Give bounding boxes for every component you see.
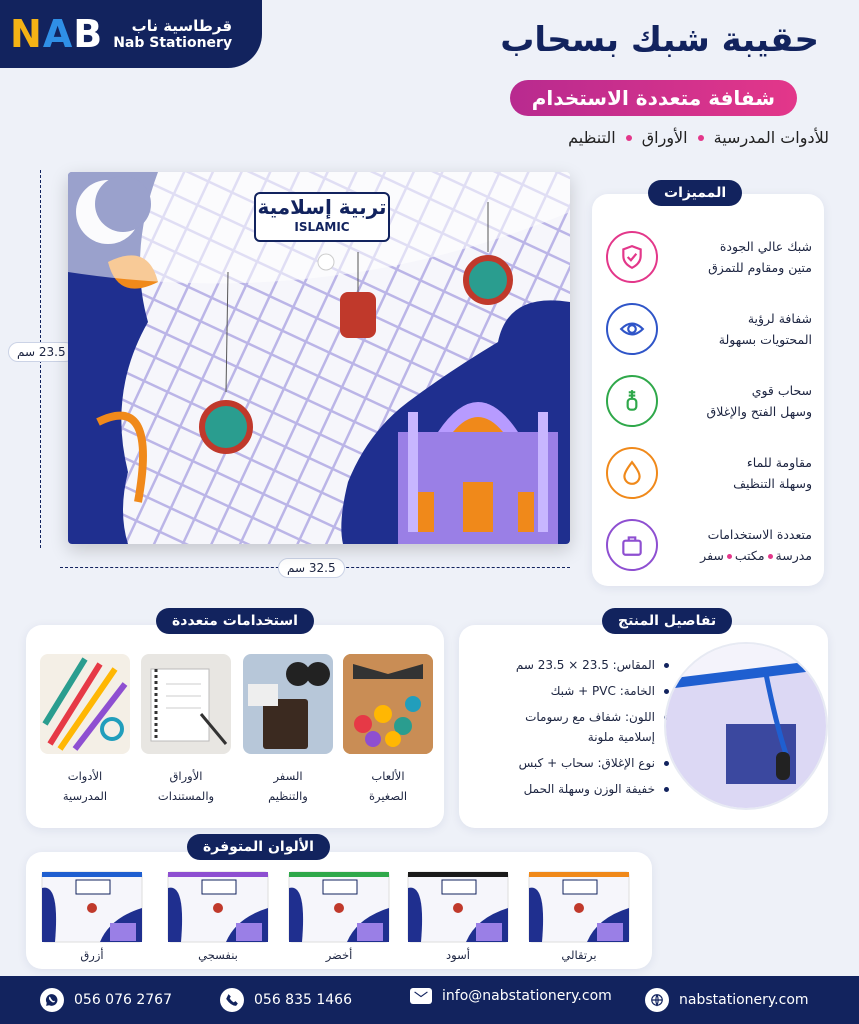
use-line: الأدوات [67,769,103,783]
separator-dot [698,135,704,141]
feature-line: مقاومة للماء [746,455,812,470]
use-line: والمستندات [157,789,215,803]
logo-letter-n: N [10,12,43,56]
feature-line: المحتويات بسهولة [718,332,812,347]
travel-image [243,654,333,754]
water-drop-icon [606,447,658,499]
feature-line: وسهل الفتح والإغلاق [706,404,812,419]
footer-website[interactable] [645,988,809,1012]
tag-item: الأوراق [641,128,688,147]
product-label [254,192,390,242]
footer-phone1[interactable] [40,988,172,1012]
feature-sub-list [662,545,812,566]
feature-sub-item: مكتب [734,548,765,563]
separator-dot [626,135,632,141]
tag-item: للأدوات المدرسية [713,128,829,147]
feature-item [592,366,824,436]
details-list [499,655,669,805]
feature-item [592,438,824,508]
detail-item: المقاس: 23.5 × 23.5 سم [499,655,669,675]
product-label-en: ISLAMIC [294,220,350,234]
logo-letter-b: B [73,12,104,56]
color-label: أخضر [325,948,353,962]
use-line: الألعاب [371,769,405,783]
mini-bag-icon [527,868,631,944]
detail-item: الخامة: PVC + شبك [499,681,669,701]
use-line: المدرسية [62,789,108,803]
product-label-ar: تربية إسلامية [257,195,387,219]
mini-bag-icon [166,868,270,944]
school-supplies-image [40,654,130,754]
color-swatch[interactable] [527,868,631,944]
bag-icon [606,519,658,571]
toys-image [343,654,433,754]
feature-item [592,294,824,364]
width-dimension-label: 32.5 سم [278,558,345,578]
use-label [40,766,130,806]
separator-dot [768,554,773,559]
footer-email[interactable] [410,988,612,1004]
feature-line: شبك عالي الجودة [719,239,812,254]
feature-sub-item: مدرسة [775,548,812,563]
globe-icon [645,988,669,1012]
detail-item: خفيفة الوزن وسهلة الحمل [499,779,669,799]
logo-letter-a: A [42,12,74,56]
uses-title: استخدامات متعددة [156,608,314,634]
color-label: أزرق [80,948,104,962]
feature-line: سحاب قوي [751,383,812,398]
phone-number[interactable]: 056 076 2767 [74,992,172,1008]
product-image [68,172,570,544]
tag-item: التنظيم [568,128,616,147]
color-label: أسود [446,948,470,962]
colors-title: الألوان المتوفرة [187,834,330,860]
use-label [243,766,333,806]
use-label [343,766,433,806]
mini-bag-icon [287,868,391,944]
use-label [141,766,231,806]
email-link[interactable]: info@nabstationery.com [442,988,612,1004]
feature-line: وسهلة التنظيف [733,476,812,491]
use-line: الأوراق [169,769,203,783]
height-dimension-label: 23.5 سم [8,342,75,362]
zipper-closeup-image [664,642,828,810]
feature-item [592,510,824,580]
detail-item: نوع الإغلاق: سحاب + كبس [499,753,669,773]
shield-check-icon [606,231,658,283]
separator-dot [727,554,732,559]
detail-item: اللون: شفاف مع رسومات إسلامية ملونة [499,707,669,747]
use-line: الصغيرة [368,789,408,803]
website-link[interactable]: nabstationery.com [679,992,809,1008]
feature-sub-item: سفر [700,548,724,563]
brand-name-en: Nab Stationery [113,35,233,51]
eye-icon [606,303,658,355]
documents-image [141,654,231,754]
color-swatch[interactable] [40,868,144,944]
page-title: حقيبة شبك بسحاب [500,20,819,60]
whatsapp-icon [40,988,64,1012]
logo-letters [10,12,103,56]
brand-name-ar: قرطاسية ناب [131,17,233,35]
features-title: المميزات [648,180,742,206]
footer-phone2[interactable] [220,988,352,1012]
zipper-icon [606,375,658,427]
use-line: السفر [273,769,303,783]
details-title: تفاصيل المنتج [602,608,732,634]
phone-icon [220,988,244,1012]
tag-line [568,128,829,147]
color-swatch[interactable] [166,868,270,944]
feature-line: متعددة الاستخدامات [707,527,812,542]
mini-bag-icon [40,868,144,944]
subtitle-badge: شفافة متعددة الاستخدام [510,80,797,116]
feature-line: شفافة لرؤية [747,311,812,326]
color-label: بنفسجي [198,948,238,962]
phone-number[interactable]: 056 835 1466 [254,992,352,1008]
use-line: والتنظيم [268,789,308,803]
color-label: برتقالي [561,948,597,962]
color-swatch[interactable] [406,868,510,944]
color-swatch[interactable] [287,868,391,944]
mini-bag-icon [406,868,510,944]
brand-logo [0,0,262,68]
feature-line: متين ومقاوم للتمزق [708,260,812,275]
feature-item [592,222,824,292]
mail-icon [410,988,432,1004]
